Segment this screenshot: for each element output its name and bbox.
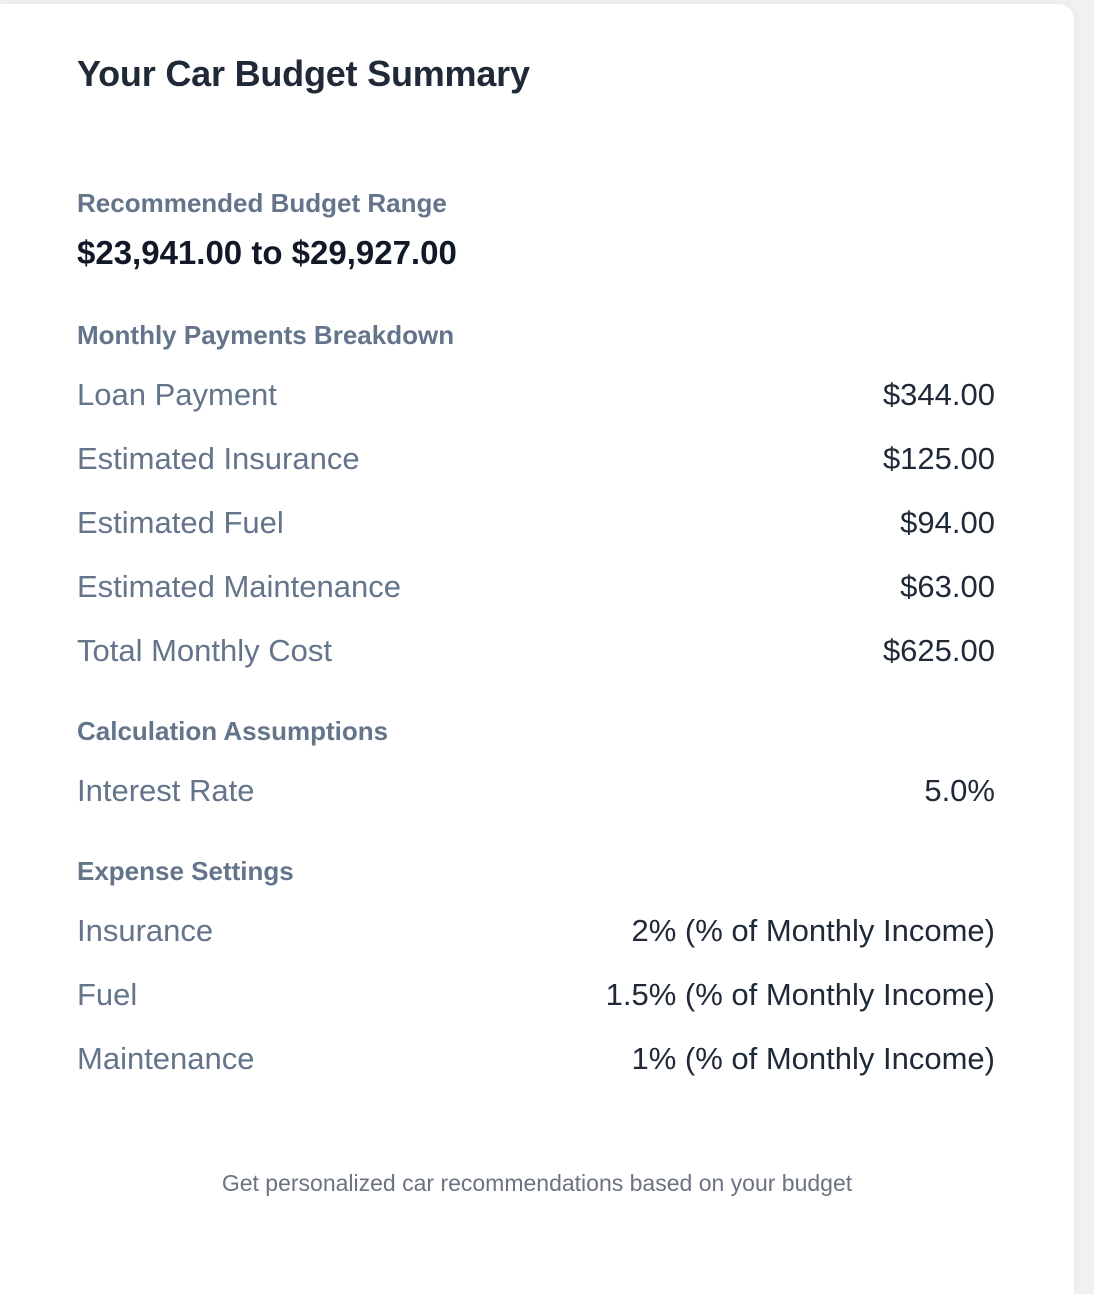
fuel-row [77,501,995,545]
insurance-row [77,437,995,481]
personalized-recommendations-link[interactable]: Get personalized car recommendations based on your budget [221,1170,853,1196]
page-title: Your Car Budget Summary [77,53,530,94]
maintenance-setting-row [77,1037,995,1081]
maintenance-setting-value: 1% (% of Monthly Income) [631,1041,995,1076]
fuel-value: $94.00 [900,505,995,540]
maintenance-row [77,565,995,609]
fuel-setting-value: 1.5% (% of Monthly Income) [605,977,995,1012]
loan-payment-row [77,373,995,417]
total-monthly-cost-label: Total Monthly Cost [77,633,332,668]
fuel-label: Estimated Fuel [77,505,284,540]
insurance-label: Estimated Insurance [77,441,360,476]
budget-range-label: Recommended Budget Range [77,188,447,218]
total-monthly-cost-value: $625.00 [882,633,995,668]
insurance-value: $125.00 [882,441,995,476]
interest-rate-value: 5.0% [924,773,995,808]
expense-settings-heading: Expense Settings [77,856,294,886]
interest-rate-label: Interest Rate [77,773,255,808]
maintenance-setting-label: Maintenance [77,1041,255,1076]
loan-payment-label: Loan Payment [77,377,277,412]
interest-rate-row [77,769,995,813]
fuel-setting-label: Fuel [77,977,138,1012]
budget-summary-card [0,4,1074,1294]
assumptions-heading: Calculation Assumptions [77,716,389,746]
maintenance-label: Estimated Maintenance [77,569,401,604]
insurance-setting-label: Insurance [77,913,214,948]
fuel-setting-row [77,973,995,1017]
insurance-setting-value: 2% (% of Monthly Income) [631,913,995,948]
loan-payment-value: $344.00 [882,377,995,412]
monthly-breakdown-heading: Monthly Payments Breakdown [77,320,455,350]
maintenance-value: $63.00 [900,569,995,604]
insurance-setting-row [77,909,995,953]
total-monthly-cost-row [77,629,995,673]
budget-range-value: $23,941.00 to $29,927.00 [77,234,457,271]
